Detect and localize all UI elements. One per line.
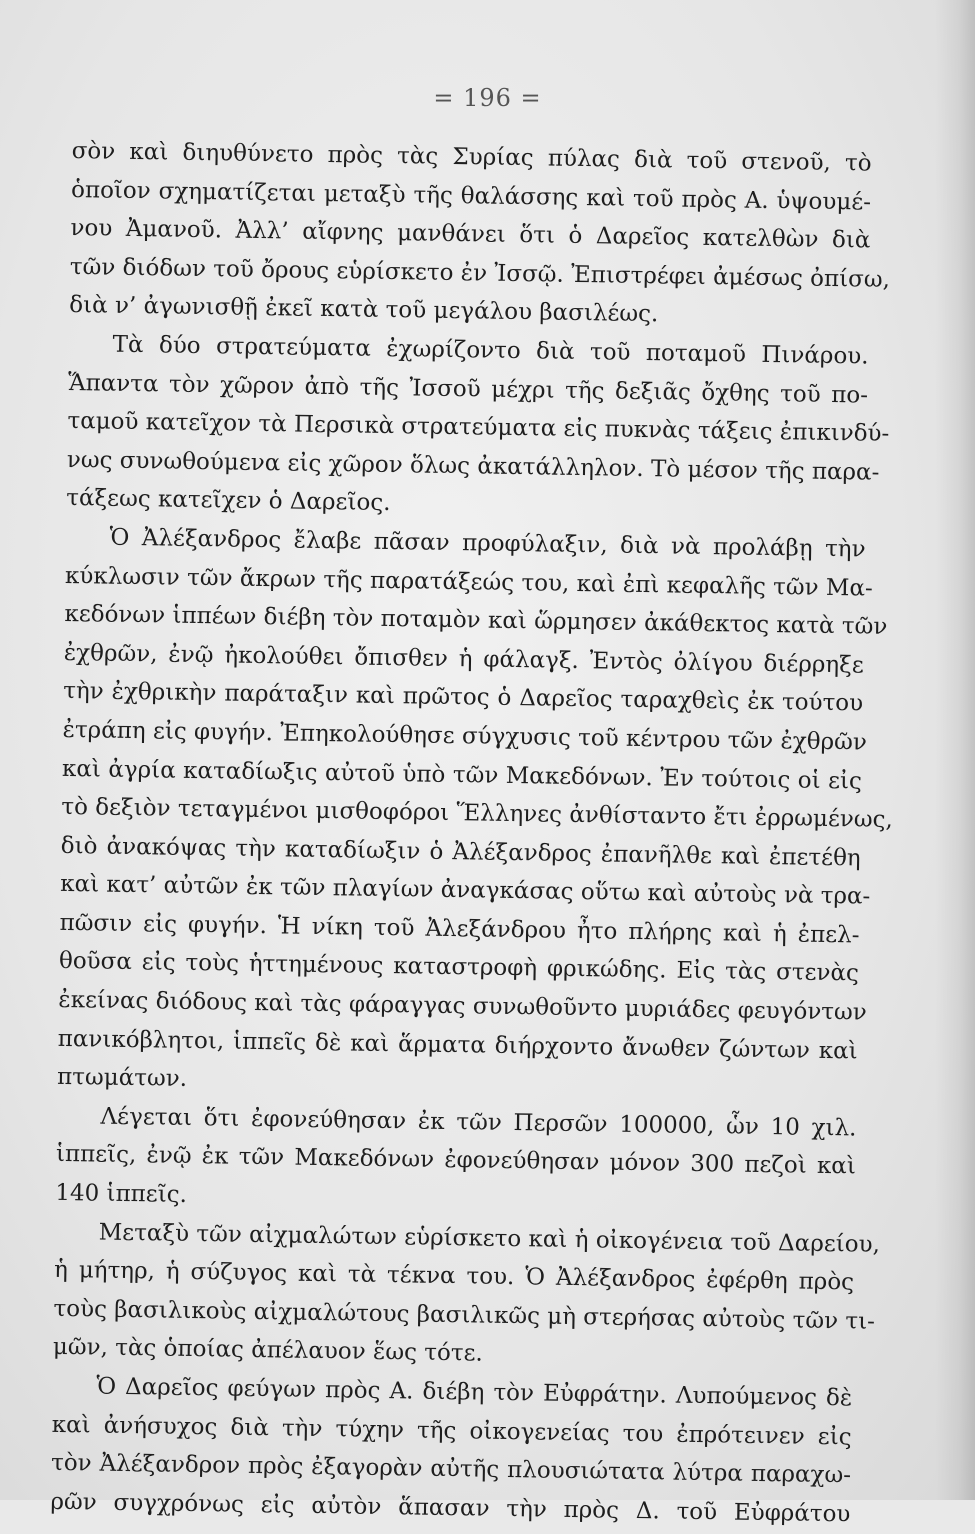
text-line: καὶ ἀνήσυχος διὰ τὴν τύχην τῆς οἰκογενείας του ἐπρότεινεν εἰς — [51, 1411, 852, 1450]
text-line: πανικόβλητοι, ἱππεῖς δὲ καὶ ἅρματα διήρχοντο ἄνωθεν ζώντων καὶ — [57, 1025, 858, 1065]
text-line: ἐκείνας διόδους καὶ τὰς φάραγγας συνωθοῦντο μυριάδες φευγόντων — [58, 986, 867, 1026]
text-line: ἡ μήτηρ, ἡ σύζυγος καὶ τὰ τέκνα του. Ὁ Ἀλέξανδρος ἐφέρθη πρὸς — [53, 1257, 855, 1296]
page-number: = 196 = — [433, 84, 542, 112]
text-line: τὸ δεξιὸν τεταγμένοι μισθοφόροι Ἕλληνες ἀνθίσταντο ἔτι ἐρρωμένως, — [61, 794, 893, 834]
text-line: 140 ἱππεῖς. — [55, 1179, 188, 1208]
text-line: τοὺς βασιλικοὺς αἰχμαλώτους βασιλικῶς μὴ στερήσας αὐτοὺς τῶν τι- — [53, 1295, 876, 1335]
text-line: Τὰ δύο στρατεύματα ἐχωρίζοντο διὰ τοῦ ποταμοῦ Πινάρου. — [112, 331, 869, 370]
text-line: πτωμάτων. — [56, 1064, 188, 1093]
body-text — [50, 132, 893, 1534]
text-line: τῶν διόδων τοῦ ὄρους εὑρίσκετο ἐν Ἰσσῷ. Ἐπιστρέφει ἀμέσως ὀπίσω, — [69, 253, 891, 293]
text-line: καὶ ἀγρία καταδίωξις αὐτοῦ ὑπὸ τῶν Μακεδόνων. Ἐν τούτοις οἱ εἰς — [61, 755, 863, 794]
text-line: μῶν, τὰς ὁποίας ἀπέλαυον ἕως τότε. — [52, 1334, 483, 1368]
text-line: τὸν Ἀλέξανδρον πρὸς ἐξαγορὰν αὐτῆς πλουσιώτατα λύτρα παραχω- — [50, 1450, 852, 1489]
text-line: κεδόνων ἱππέων διέβη τὸν ποταμὸν καὶ ὥρμησεν ἀκάθεκτος κατὰ τῶν — [64, 601, 888, 640]
text-line: τὴν ἐχθρικὴν παράταξιν καὶ πρῶτος ὁ Δαρεῖος ταραχθεὶς ἐκ τούτου — [63, 678, 864, 717]
text-line: νου Ἀμανοῦ. Ἀλλ’ αἴφνης μανθάνει ὅτι ὁ Δαρεῖος κατελθὼν διὰ — [70, 215, 871, 254]
text-line: Ὁ Ἀλέξανδρος ἔλαβε πᾶσαν προφύλαξιν, διὰ νὰ προλάβῃ τὴν — [109, 524, 866, 563]
text-line: ταμοῦ κατεῖχον τὰ Περσικὰ στρατεύματα εἰς πυκνὰς τάξεις ἐπικινδύ- — [67, 408, 890, 448]
text-line: Ὁ Δαρεῖος φεύγων πρὸς Α. διέβη τὸν Εὐφράτην. Λυπούμενος δὲ — [96, 1373, 853, 1412]
page-edge-shadow — [935, 0, 975, 1500]
text-line: θοῦσα εἰς τοὺς ἡττημένους καταστροφὴ φρικώδης. Εἰς τὰς στενὰς — [58, 948, 860, 987]
text-line: κύκλωσιν τῶν ἄκρων τῆς παρατάξεώς του, καὶ ἐπὶ κεφαλῆς τῶν Μα- — [64, 562, 873, 602]
text-line: ἱππεῖς, ἐνῷ ἐκ τῶν Μακεδόνων ἐφονεύθησαν μόνον 300 πεζοὶ καὶ — [55, 1141, 857, 1180]
text-line: καὶ κατ’ αὐτῶν ἐκ τῶν πλαγίων ἀναγκάσας οὕτω καὶ αὐτοὺς νὰ τρα- — [59, 871, 871, 910]
text-line: πῶσιν εἰς φυγήν. Ἡ νίκη τοῦ Ἀλεξάνδρου ἦτο πλήρης καὶ ἡ ἐπελ- — [59, 909, 860, 949]
text-line: σὸν καὶ διηυθύνετο πρὸς τὰς Συρίας πύλας διὰ τοῦ στενοῦ, τὸ — [71, 137, 872, 177]
text-line: νως συνωθούμενα εἰς χῶρον ὅλως ἀκατάλληλον. Τὸ μέσον τῆς παρα- — [66, 446, 880, 486]
text-line: διὸ ἀνακόψας τὴν καταδίωξιν ὁ Ἀλέξανδρος ἐπανῆλθε καὶ ἐπετέθη — [60, 832, 861, 872]
text-line: διὰ ν’ ἀγωνισθῇ ἐκεῖ κατὰ τοῦ μεγάλου βασιλέως. — [69, 292, 659, 328]
text-line: τάξεως κατεῖχεν ὁ Δαρεῖος. — [66, 485, 391, 517]
text-line: ρῶν συγχρόνως εἰς αὐτὸν ἅπασαν τὴν πρὸς Δ. τοῦ Εὐφράτου — [50, 1488, 851, 1528]
text-line: Λέγεται ὅτι ἐφονεύθησαν ἐκ τῶν Περσῶν 100000, ὧν 10 χιλ. — [100, 1103, 857, 1142]
text-line: ὁποῖον σχηματίζεται μεταξὺ τῆς θαλάσσης καὶ τοῦ πρὸς Α. ὑψουμέ- — [70, 176, 872, 216]
text-line: ἐτράπη εἰς φυγήν. Ἐπηκολούθησε σύγχυσις τοῦ κέντρου τῶν ἐχθρῶν — [62, 716, 868, 756]
text-line: Μεταξὺ τῶν αἰχμαλώτων εὑρίσκετο καὶ ἡ οἰκογένεια τοῦ Δαρείου, — [98, 1219, 881, 1258]
text-line: Ἅπαντα τὸν χῶρον ἀπὸ τῆς Ἰσσοῦ μέχρι τῆς δεξιᾶς ὄχθης τοῦ πο- — [67, 369, 869, 409]
text-line: ἐχθρῶν, ἐνῷ ἠκολούθει ὄπισθεν ἡ φάλαγξ. Ἐντὸς ὀλίγου διέρρηξε — [63, 639, 864, 679]
